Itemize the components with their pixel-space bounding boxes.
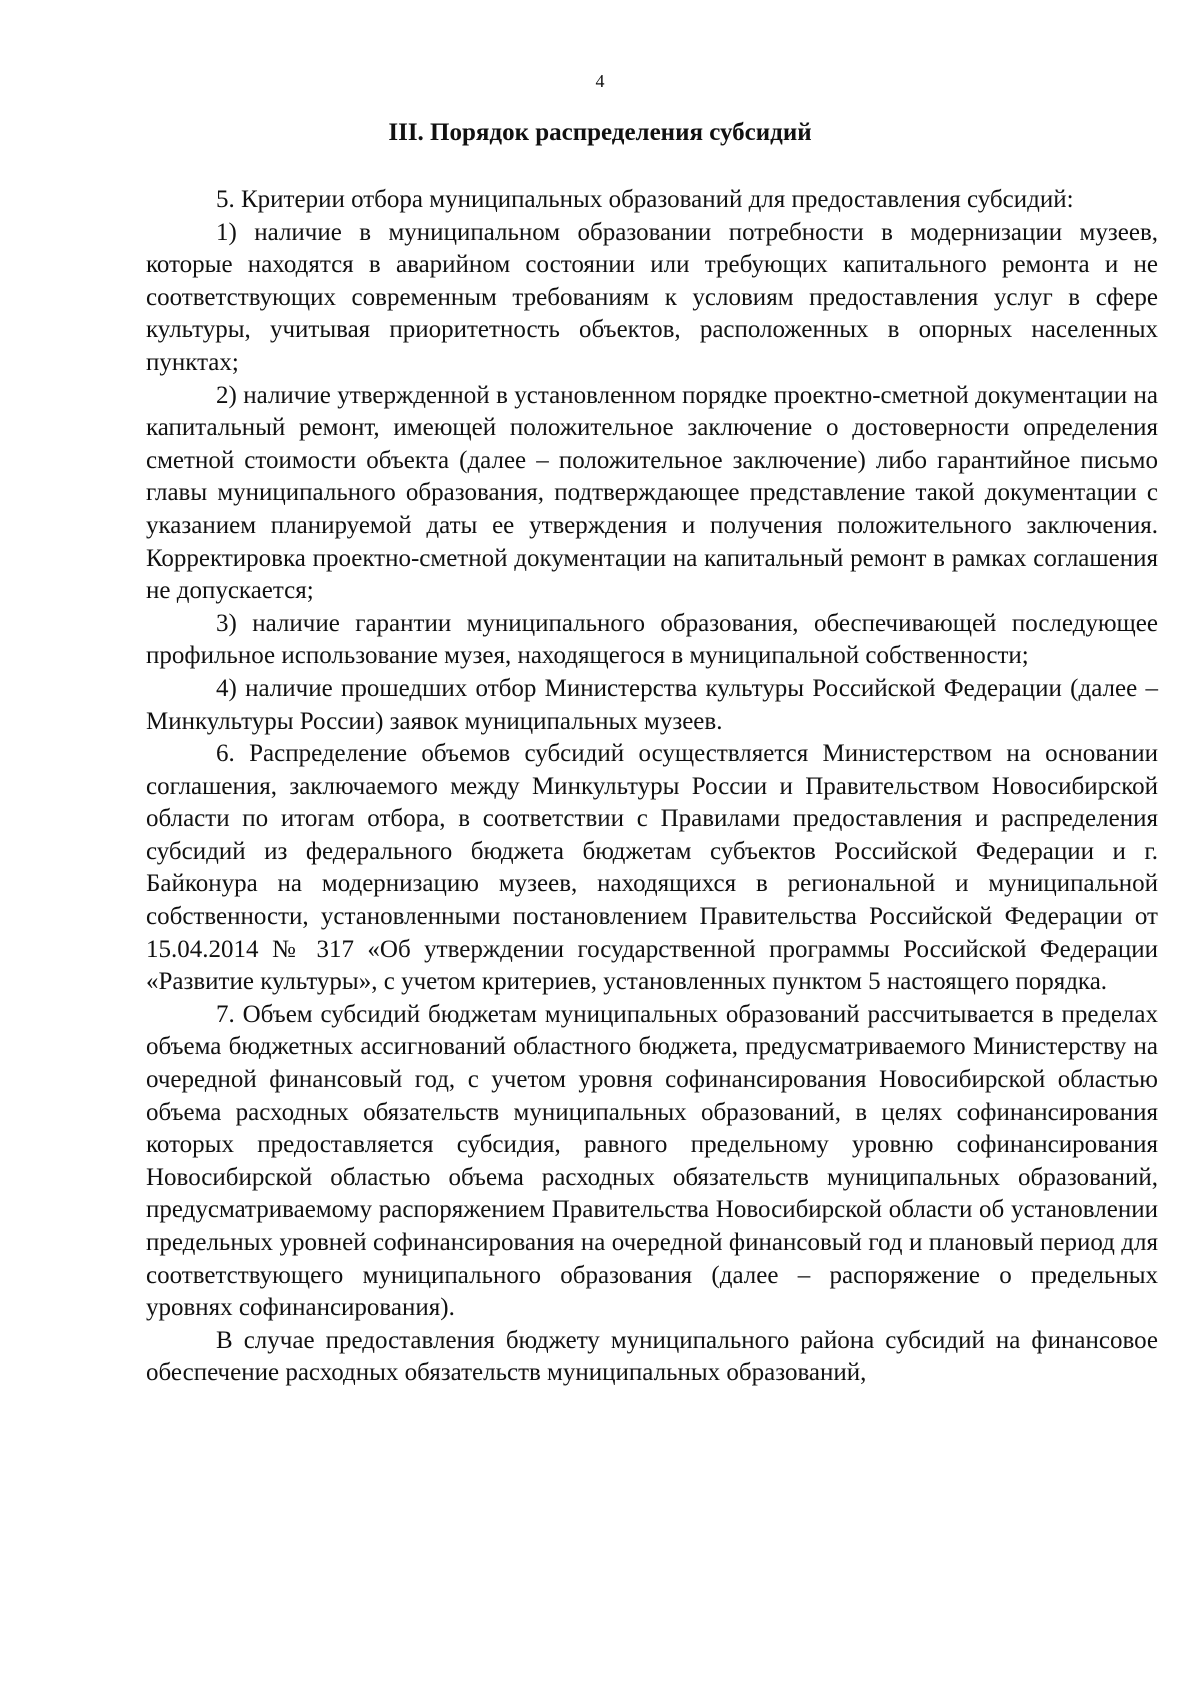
paragraph-criterion-3: 3) наличие гарантии муниципального образования, обеспечивающей последующее профильное использование музея, находящегося в муниципальной собственности; (146, 609, 1158, 670)
page-number: 4 (595, 71, 605, 91)
paragraph-criterion-4: 4) наличие прошедших отбор Министерства культуры Российской Федерации (далее – Минкультуры России) заявок муниципальных музеев. (146, 674, 1158, 735)
paragraph-criterion-1: 1) наличие в муниципальном образовании потребности в модернизации музеев, которые находятся в аварийном состоянии или требующих капитального ремонта и не соответствующих современным требованиям к условиям предоставления услуг в сфере культуры, учитывая приоритетность объектов, расположенных в опорных населенных пунктах; (146, 218, 1158, 376)
paragraph-continuation: В случае предоставления бюджету муниципального района субсидий на финансовое обеспечение расходных обязательств муниципальных образований, (146, 1326, 1158, 1387)
section-heading: III. Порядок распределения субсидий (388, 119, 812, 146)
paragraph-item-7: 7. Объем субсидий бюджетам муниципальных образований рассчитывается в пределах объема бюджетных ассигнований областного бюджета, предусматриваемого Министерству на очередной финансовый год, с учетом уровня софинансирования Новосибирской областью объема расходных обязательств муниципальных образований, в целях софинансирования которых предоставляется субсидия, равного предельному уровню софинансирования Новосибирской областью объема расходных обязательств муниципальных образований, предусматриваемому распоряжением Правительства Новосибирской области об установлении предельных уровней софинансирования на очередной финансовый год и плановый период для соответствующего муниципального образования (далее – распоряжение о предельных уровнях софинансирования). (146, 1000, 1158, 1322)
paragraph-criterion-2: 2) наличие утвержденной в установленном порядке проектно-сметной документации на капитальный ремонт, имеющей положительное заключение о достоверности определения сметной стоимости объекта (далее – положительное заключение) либо гарантийное письмо главы муниципального образования, подтверждающее представление такой документации с указанием планируемой даты ее утверждения и получения положительного заключения. Корректировка проектно-сметной документации на капитальный ремонт в рамках соглашения не допускается; (146, 381, 1158, 605)
paragraph-item-6: 6. Распределение объемов субсидий осуществляется Министерством на основании соглашения, заключаемого между Минкультуры России и Правительством Новосибирской области по итогам отбора, в соответствии с Правилами предоставления и распределения субсидий из федерального бюджета бюджетам субъектов Российской Федерации и г. Байконура на модернизацию музеев, находящихся в региональной и муниципальной собственности, установленными постановлением Правительства Российской Федерации от 15.04.2014 № 317 «Об утверждении государственной программы Российской Федерации «Развитие культуры», с учетом критериев, установленных пунктом 5 настоящего порядка. (146, 740, 1158, 996)
document-body (146, 184, 1158, 1390)
paragraph-criteria: 5. Критерии отбора муниципальных образований для предоставления субсидий: (216, 186, 1074, 213)
